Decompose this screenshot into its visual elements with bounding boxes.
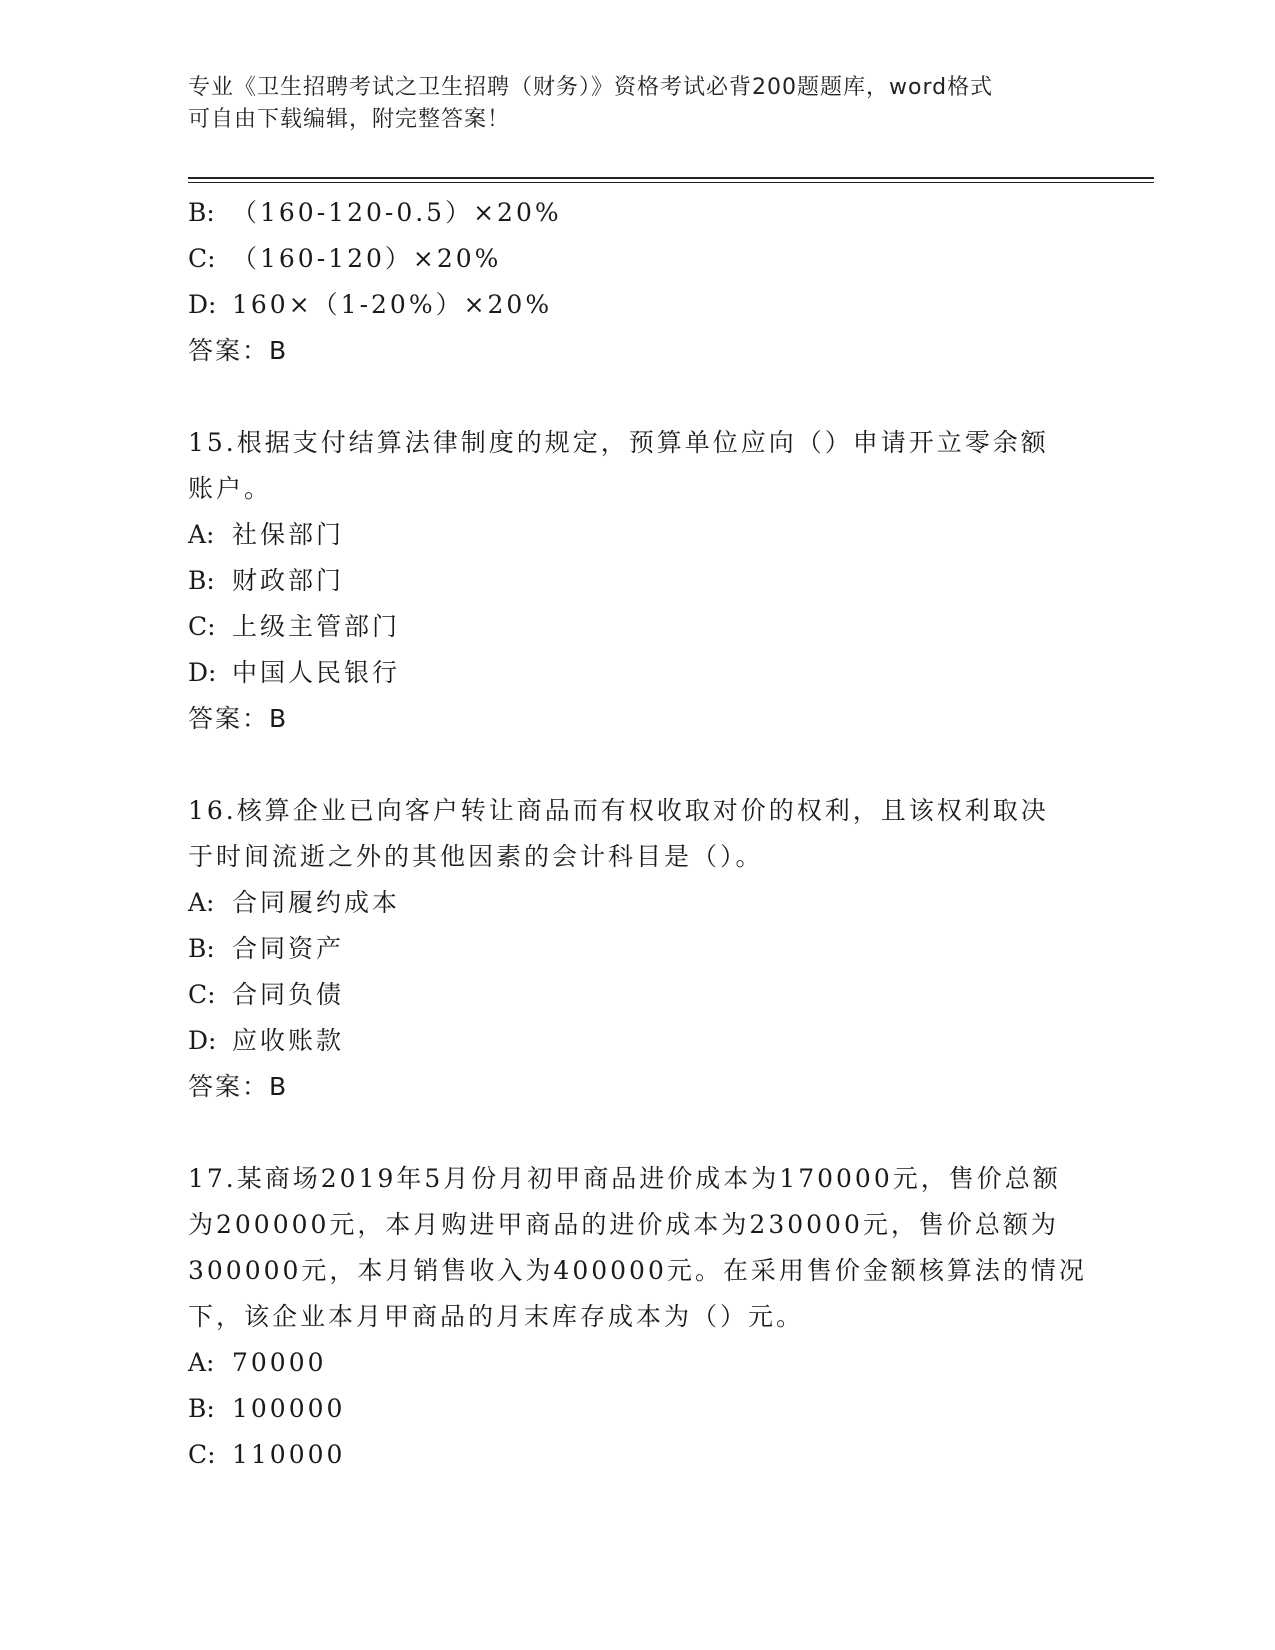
- question-block-14: [188, 190, 1088, 374]
- option-text: 160×（1-20%）×20%: [232, 290, 553, 319]
- question-stem: 17.某商场2019年5月份月初甲商品进价成本为170000元，售价总额 为200000元，本月购进甲商品的进价成本为230000元，售价总额为 300000元，本月销售收入为400000元。在采用售价金额核算法的情况 下，该企业本月甲商品的月末库存成本为（）元。: [188, 1164, 1087, 1331]
- document-header: [188, 72, 1068, 136]
- option-b: [188, 1386, 1088, 1432]
- option-text: 合同履约成本: [232, 888, 401, 917]
- option-letter: B:: [188, 198, 215, 227]
- option-b: [188, 926, 1088, 972]
- option-text: 上级主管部门: [232, 612, 401, 641]
- question-stem: 15.根据支付结算法律制度的规定，预算单位应向（）申请开立零余额 账户。: [188, 428, 1049, 503]
- option-letter: D:: [188, 290, 217, 319]
- option-text: 社保部门: [232, 520, 345, 549]
- option-d: [188, 282, 1088, 328]
- option-letter: A:: [188, 1348, 215, 1377]
- option-letter: C:: [188, 612, 216, 641]
- spacer: [188, 1110, 1088, 1156]
- question-block-15: [188, 420, 1088, 742]
- option-c: [188, 236, 1088, 282]
- question-stem: 16.核算企业已向客户转让商品而有权收取对价的权利，且该权利取决 于时间流逝之外的其他因素的会计科目是（）。: [188, 796, 1049, 871]
- option-letter: C:: [188, 980, 216, 1009]
- option-letter: D:: [188, 1026, 217, 1055]
- option-text: 70000: [232, 1348, 327, 1377]
- header-divider-thick: [188, 177, 1154, 179]
- option-text: 合同资产: [232, 934, 345, 963]
- option-letter: B:: [188, 1394, 215, 1423]
- question-list: [188, 190, 1088, 1478]
- answer-line: 答案：B: [188, 704, 289, 733]
- option-b: [188, 190, 1088, 236]
- spacer: [188, 742, 1088, 788]
- header-title-line-1: 专业《卫生招聘考试之卫生招聘（财务）》资格考试必背200题题库，word格式: [188, 75, 994, 100]
- option-a: [188, 512, 1088, 558]
- option-text: 100000: [232, 1394, 346, 1423]
- option-c: [188, 972, 1088, 1018]
- question-block-16: [188, 788, 1088, 1110]
- option-letter: D:: [188, 658, 217, 687]
- spacer: [188, 374, 1088, 420]
- option-d: [188, 650, 1088, 696]
- option-letter: B:: [188, 934, 215, 963]
- option-a: [188, 880, 1088, 926]
- question-block-17: [188, 1156, 1088, 1478]
- option-c: [188, 604, 1088, 650]
- option-letter: C:: [188, 244, 216, 273]
- option-letter: A:: [188, 520, 215, 549]
- option-text: 110000: [232, 1440, 346, 1469]
- option-text: 应收账款: [232, 1026, 345, 1055]
- header-divider-thin: [188, 182, 1154, 183]
- option-text: 中国人民银行: [232, 658, 401, 687]
- option-text: （160-120）×20%: [232, 244, 502, 273]
- answer-line: 答案：B: [188, 1072, 289, 1101]
- option-letter: B:: [188, 566, 215, 595]
- option-letter: A:: [188, 888, 215, 917]
- option-d: [188, 1018, 1088, 1064]
- option-text: （160-120-0.5）×20%: [232, 198, 562, 227]
- option-a: [188, 1340, 1088, 1386]
- option-b: [188, 558, 1088, 604]
- option-letter: C:: [188, 1440, 216, 1469]
- header-title-line-2: 可自由下载编辑，附完整答案！: [188, 107, 511, 132]
- option-text: 合同负债: [232, 980, 345, 1009]
- option-c: [188, 1432, 1088, 1478]
- option-text: 财政部门: [232, 566, 345, 595]
- answer-line: 答案：B: [188, 336, 289, 365]
